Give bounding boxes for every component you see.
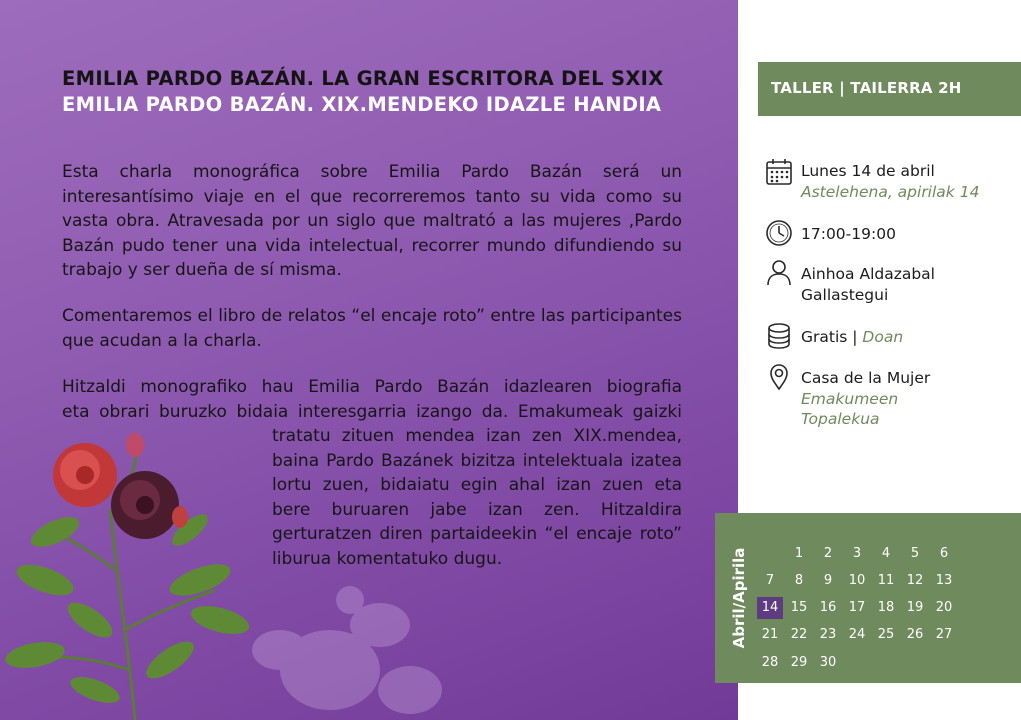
- calendar-day: 26: [906, 627, 924, 642]
- calendar-day: 6: [939, 546, 949, 561]
- calendar-day: 30: [819, 655, 837, 670]
- place-basque-line-1: Emakumeen: [801, 389, 899, 408]
- calendar-day: 21: [761, 627, 779, 642]
- calendar-day-highlighted: 14: [757, 597, 783, 619]
- calendar-day: 1: [794, 546, 804, 561]
- calendar-day: 8: [794, 573, 804, 588]
- price-spanish: Gratis: [801, 328, 848, 346]
- place-basque-line-2: Topalekua: [801, 410, 880, 428]
- workshop-label: TALLER | TAILERRA 2H: [771, 79, 962, 97]
- calendar-day: 11: [877, 573, 895, 588]
- title-spanish: EMILIA PARDO BAZÁN. LA GRAN ESCRITORA DEL SXIX: [62, 67, 664, 90]
- calendar-day: 17: [848, 600, 866, 615]
- time-value: 17:00-19:00: [801, 225, 896, 243]
- calendar-day: 10: [848, 573, 866, 588]
- coins-icon: [765, 322, 793, 350]
- calendar-day: 9: [823, 573, 833, 588]
- person-icon: [765, 258, 793, 286]
- clock-icon: [765, 219, 793, 247]
- calendar-day: 27: [935, 627, 953, 642]
- calendar-day: 13: [935, 573, 953, 588]
- paragraph-spanish-2: Comentaremos el libro de relatos “el encaje roto” entre las participantes que acudan a la charla.: [62, 306, 682, 351]
- calendar-day: 29: [790, 655, 808, 670]
- calendar-day: 16: [819, 600, 837, 615]
- calendar-day: 15: [790, 600, 808, 615]
- calendar-day: 3: [852, 546, 862, 561]
- paragraph-basque-line-1: Hitzaldi monografiko hau Emilia Pardo Bazán idazlearen biografia: [62, 377, 682, 397]
- price-basque: Doan: [862, 328, 904, 346]
- calendar-icon: [765, 158, 793, 186]
- calendar-day: 20: [935, 600, 953, 615]
- calendar-day: 12: [906, 573, 924, 588]
- date-spanish: Lunes 14 de abril: [801, 162, 935, 180]
- calendar-day: 23: [819, 627, 837, 642]
- calendar-day: 22: [790, 627, 808, 642]
- price-separator: |: [847, 328, 863, 346]
- calendar-day: 24: [848, 627, 866, 642]
- location-pin-icon: [765, 363, 793, 391]
- month-name: Abril/Apirila: [730, 547, 748, 649]
- paragraph-basque-rest: tratatu zituen mendea izan zen XIX.mendea, baina Pardo Bazánek bizitza intelektuala izatea lortu zuen, bidaiatu egin ahal izan zuen eta bere buruaren jabe izan zen. Hitzaldira gerturatzen diren partaideekin “el encaje roto” liburua komentatuko dugu.: [272, 426, 682, 569]
- date-basque: Astelehena, apirilak 14: [801, 182, 980, 201]
- speaker-name-line-1: Ainhoa Aldazabal: [801, 265, 935, 283]
- calendar-day: 2: [823, 546, 833, 561]
- calendar-day: 25: [877, 627, 895, 642]
- paragraph-spanish-1: Esta charla monográfica sobre Emilia Pardo Bazán será un interesantísimo viaje en el que recorreremos tanto su vida como su vasta obra. Atravesada por un siglo que maltrató a las mujeres ,Pardo Bazán pudo tener una vida intelectual, recorrer mundo difundiendo su trabajo y ser dueña de sí misma.: [62, 162, 682, 280]
- paragraph-basque-line-2: eta obrari buruzko bidaia interesgarria izango da. Emakumeak gaizki: [62, 401, 682, 422]
- speaker-name-line-2: Gallastegui: [801, 285, 889, 304]
- calendar-day: 18: [877, 600, 895, 615]
- calendar-day: 19: [906, 600, 924, 615]
- title-basque: EMILIA PARDO BAZÁN. XIX.MENDEKO IDAZLE HANDIA: [62, 93, 662, 116]
- workshop-banner: [758, 62, 1021, 116]
- place-spanish: Casa de la Mujer: [801, 369, 931, 387]
- paragraph-basque-head: [62, 375, 682, 424]
- title-block: [62, 66, 712, 118]
- calendar-month-label: [716, 513, 762, 683]
- calendar-day: 4: [881, 546, 891, 561]
- calendar-day: 28: [761, 655, 779, 670]
- calendar-day: 7: [765, 573, 775, 588]
- calendar-day: 5: [910, 546, 920, 561]
